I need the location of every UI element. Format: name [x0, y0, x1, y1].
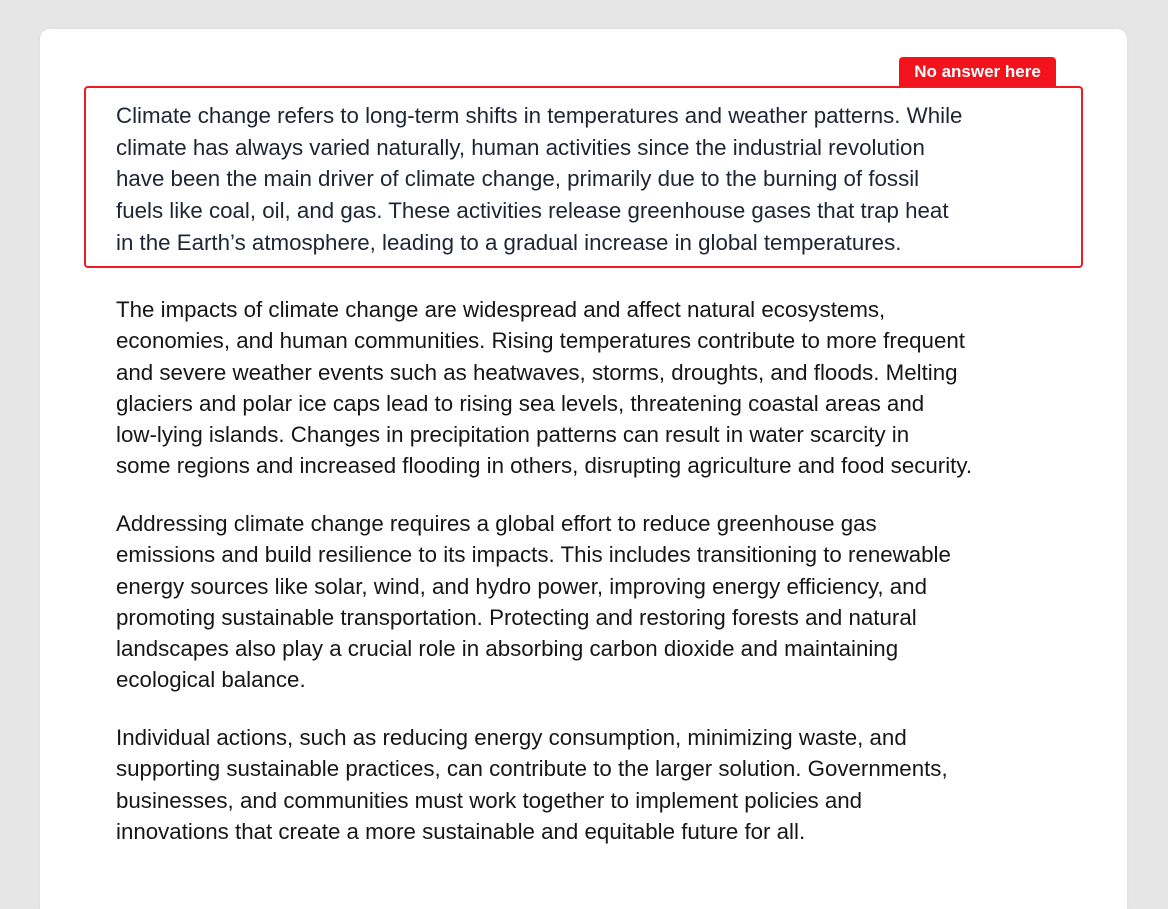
highlight-label: No answer here — [899, 57, 1056, 87]
paragraph-1: Climate change refers to long-term shifts in temperatures and weather patterns. While climate has always varied naturally, human activities since the industrial revolution have been the main driver of climate change, primarily due to the burning of fossil fuels like coal, oil, and gas. These activities release greenhouse gases that trap heat in the Earth’s atmosphere, leading to a gradual increase in global temperatures. — [116, 103, 963, 255]
paragraph-3: Addressing climate change requires a global effort to reduce greenhouse gas emissions and build resilience to its impacts. This includes transitioning to renewable energy sources like solar, wind, and hydro power, improving energy efficiency, and promoting sustainable transportation. Protecting and restoring forests and natural landscapes also play a crucial role in absorbing carbon dioxide and maintaining ecological balance. — [116, 511, 951, 693]
paragraph-4: Individual actions, such as reducing energy consumption, minimizing waste, and supporting sustainable practices, can contribute to the larger solution. Governments, businesses, and communities must work together to implement policies and innovations that create a more sustainable and equitable future for all. — [116, 725, 948, 844]
paragraph-2: The impacts of climate change are widespread and affect natural ecosystems, economies, and human communities. Rising temperatures contribute to more frequent and severe weather events such as heatwaves, storms, droughts, and floods. Melting glaciers and polar ice caps lead to rising sea levels, threatening coastal areas and low-lying islands. Changes in precipitation patterns can result in water scarcity in some regions and increased flooding in others, disrupting agriculture and food security. — [116, 297, 973, 479]
document-page — [40, 29, 1127, 909]
